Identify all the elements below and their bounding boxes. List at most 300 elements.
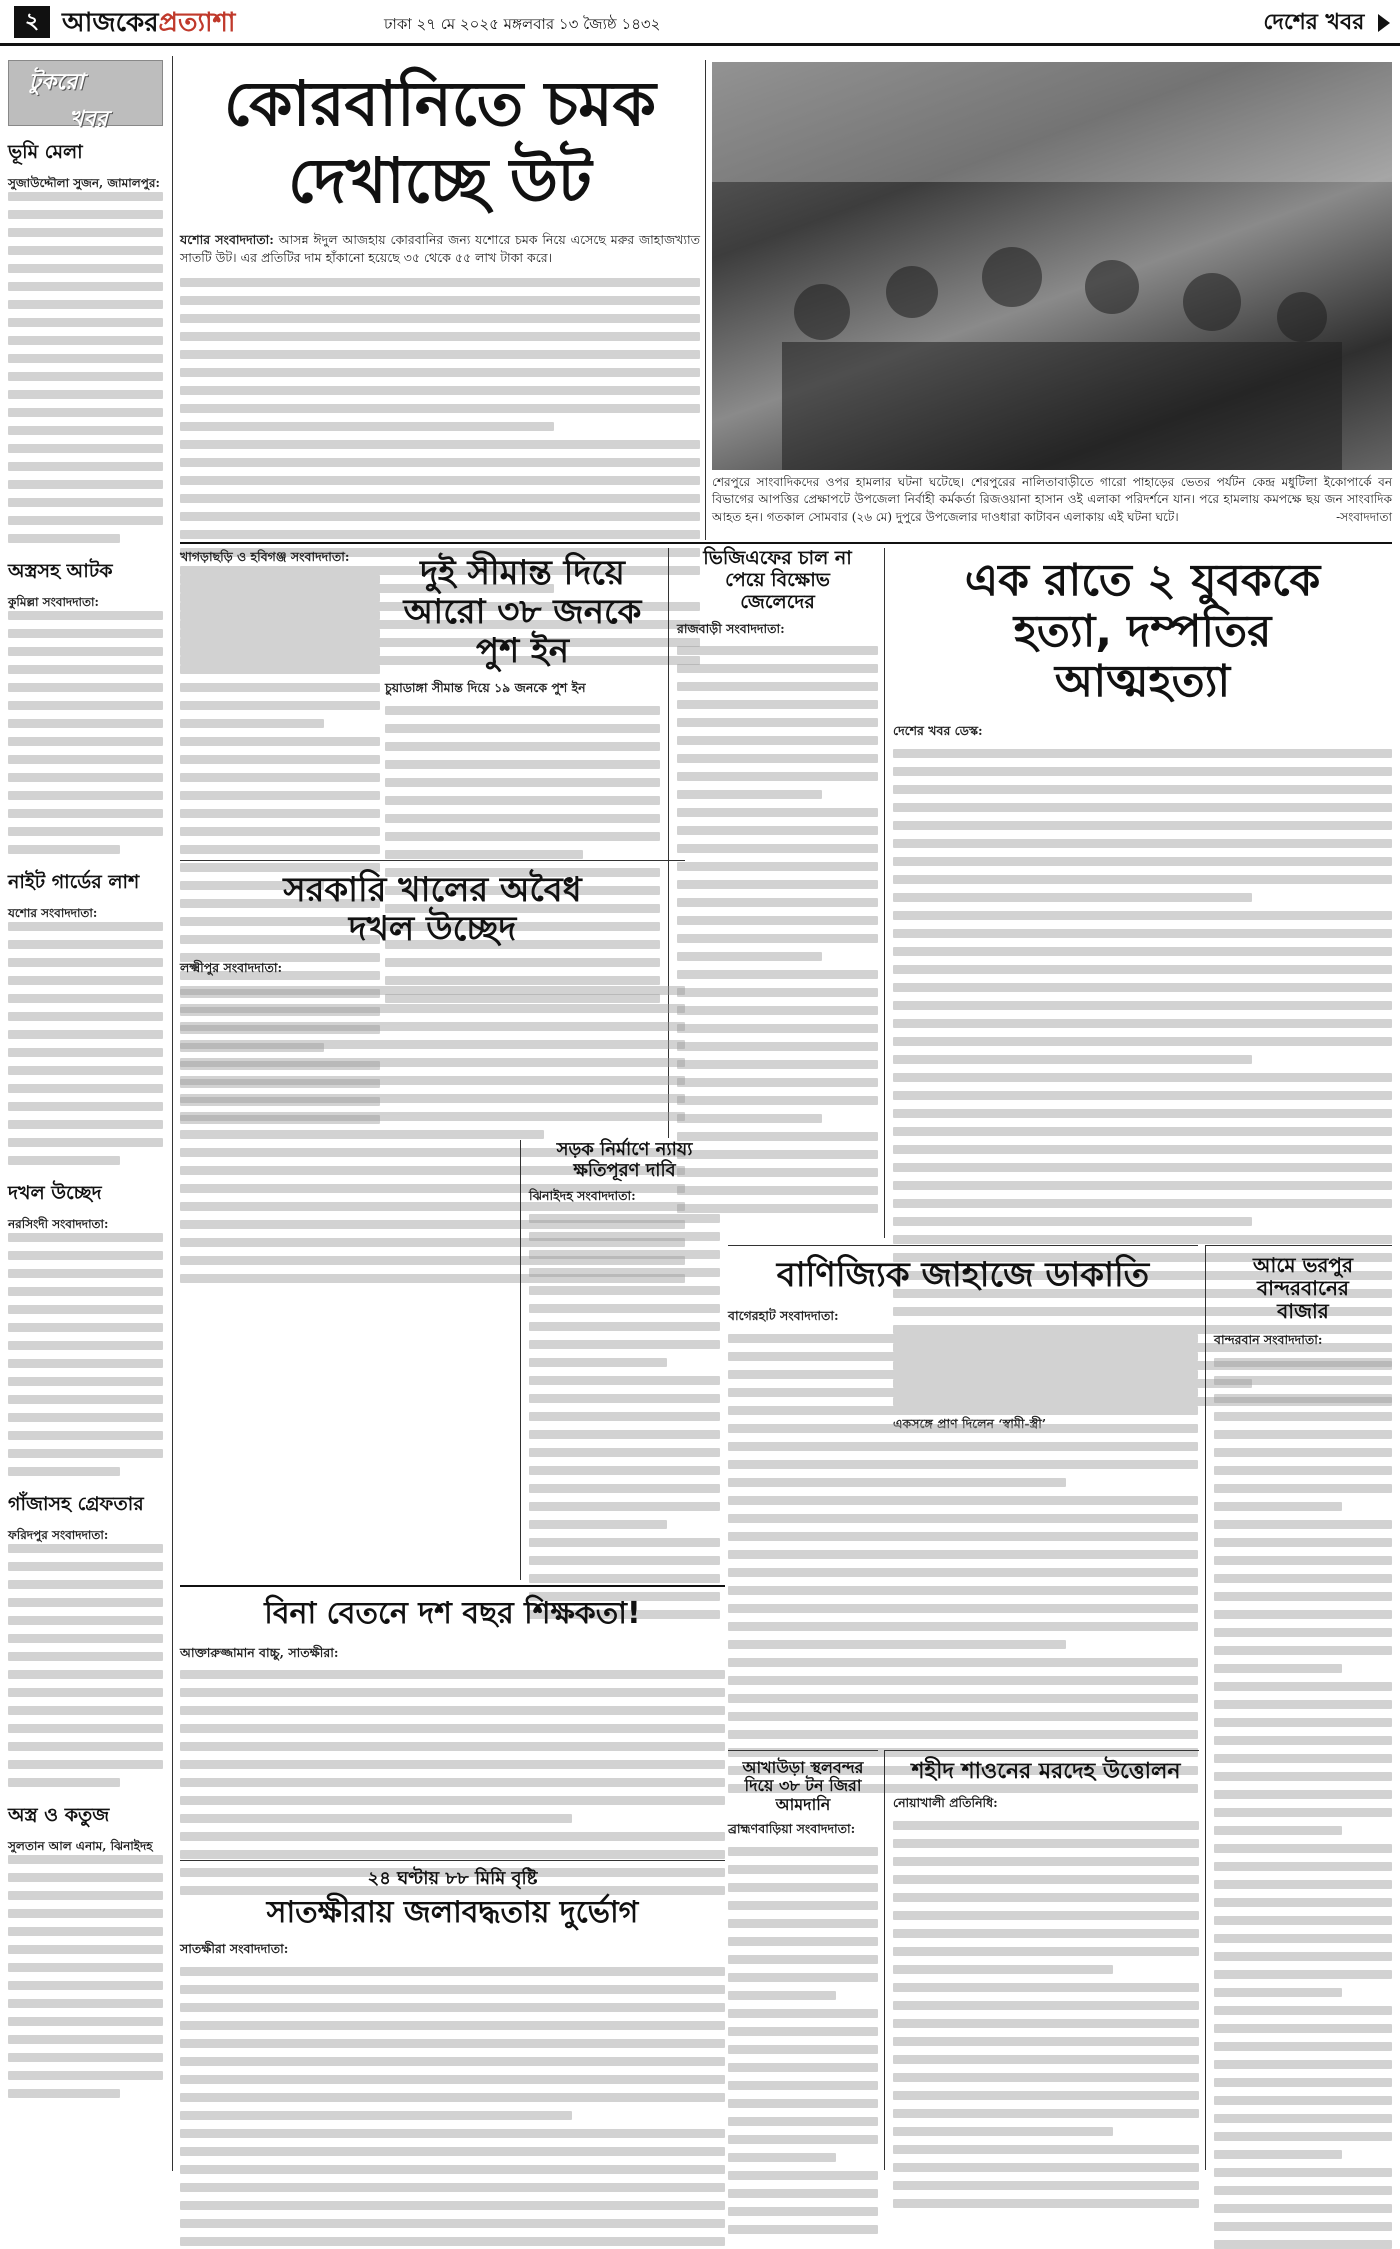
sidebar-item-title: গাঁজাসহ গ্রেফতার	[8, 1493, 144, 1515]
text-line	[180, 1796, 725, 1805]
text-line	[8, 1449, 163, 1458]
text-line	[8, 737, 163, 746]
text-line	[180, 1778, 725, 1787]
text-line	[529, 1556, 720, 1565]
text-line	[728, 2153, 836, 2162]
text-line	[728, 1370, 1198, 1379]
text-line	[8, 228, 163, 237]
text-line	[8, 2071, 163, 2080]
sidebar-item-byline: যশোর সংবাদদাতা:	[8, 906, 98, 920]
sidebar-list	[8, 132, 163, 2167]
text-line	[8, 246, 163, 255]
text-line	[893, 1947, 1199, 1956]
text-line	[529, 1232, 720, 1241]
fishermen-text-lines	[677, 646, 878, 1213]
text-line	[180, 314, 700, 323]
rain-byline: সাতক্ষীরা সংবাদদাতা:	[180, 1941, 289, 1957]
text-line	[677, 826, 878, 835]
text-line	[1214, 1736, 1392, 1745]
text-line	[893, 2145, 1199, 2154]
sidebar-item	[8, 138, 163, 543]
cumin-headline-line3: আমদানি	[775, 1794, 831, 1814]
murder-byline: দেশের খবর ডেস্ক:	[893, 722, 983, 738]
text-line	[180, 350, 700, 359]
text-line	[728, 1388, 1198, 1397]
text-line	[180, 494, 700, 503]
text-line	[728, 2063, 878, 2072]
sidebar	[8, 60, 168, 2170]
text-line	[8, 1981, 163, 1990]
text-line	[8, 192, 163, 201]
text-line	[1214, 1610, 1392, 1619]
text-line	[180, 386, 700, 395]
text-line	[728, 1532, 1198, 1541]
sidebar-item	[8, 1490, 163, 1787]
text-line	[893, 875, 1392, 884]
border-subhead: চুয়াডাঙ্গা সীমান্ত দিয়ে ১৯ জনকে পুশ ইন	[385, 680, 586, 696]
text-line	[8, 1012, 163, 1021]
text-line	[1214, 1898, 1392, 1907]
text-line	[8, 2089, 120, 2098]
text-line	[180, 458, 700, 467]
text-line	[677, 1006, 878, 1015]
text-line	[893, 1235, 1392, 1244]
text-line	[180, 1985, 725, 1994]
text-line	[180, 665, 380, 674]
text-line	[728, 2207, 878, 2216]
text-line	[8, 408, 163, 417]
text-line	[180, 1094, 685, 1103]
text-line	[385, 796, 660, 805]
sidebar-logo	[8, 60, 163, 132]
text-line	[8, 1066, 163, 1075]
text-line	[728, 2099, 878, 2108]
text-line	[529, 1358, 667, 1367]
text-line	[8, 1670, 163, 1679]
text-line	[180, 1724, 725, 1733]
text-line	[529, 1286, 720, 1295]
text-line	[8, 1742, 163, 1751]
text-line	[8, 1120, 163, 1129]
text-line	[385, 850, 583, 859]
text-line	[728, 1847, 878, 1856]
text-line	[1214, 2204, 1392, 2213]
text-line	[893, 893, 1252, 902]
text-line	[8, 462, 163, 471]
text-line	[529, 1394, 720, 1403]
text-line	[1214, 1754, 1392, 1763]
text-line	[1214, 2114, 1392, 2123]
rain-headline: সাতক্ষীরায় জলাবদ্ধতায় দুর্ভোগ	[266, 1894, 639, 1930]
text-line	[1214, 1952, 1392, 1961]
text-line	[728, 1406, 1198, 1415]
text-line	[728, 1550, 1198, 1559]
text-line	[180, 1850, 725, 1859]
cumin-story	[728, 1750, 878, 2170]
text-line	[677, 970, 878, 979]
text-line	[8, 1724, 163, 1733]
text-line	[677, 1114, 822, 1123]
ship-byline: বাগেরহাট সংবাদদাতা:	[728, 1308, 839, 1324]
masthead-bar	[0, 0, 1400, 46]
sidebar-logo-line2: খবর	[69, 107, 108, 132]
text-line	[893, 2037, 1199, 2046]
text-line	[728, 2081, 878, 2090]
text-line	[1214, 2168, 1392, 2177]
sidebar-item	[8, 557, 163, 854]
text-line	[8, 1562, 163, 1571]
text-line	[8, 1688, 163, 1697]
text-line	[385, 724, 660, 733]
text-line	[8, 1544, 163, 1553]
text-line	[8, 1395, 163, 1404]
text-line	[677, 1024, 878, 1033]
text-line	[1214, 1592, 1392, 1601]
text-line	[8, 318, 163, 327]
text-line	[728, 1883, 878, 1892]
sidebar-item-title: ভূমি মেলা	[8, 141, 83, 163]
text-line	[728, 2045, 878, 2054]
text-line	[893, 2055, 1199, 2064]
protest-photo	[712, 62, 1392, 470]
border-headline-line1: দুই সীমান্ত দিয়ে	[420, 553, 625, 593]
text-line	[8, 300, 163, 309]
text-line	[893, 2163, 1199, 2172]
text-line	[893, 857, 1392, 866]
fishermen-story	[668, 548, 878, 1138]
text-line	[893, 1839, 1199, 1848]
sidebar-item-byline: ফরিদপুর সংবাদদাতা:	[8, 1528, 109, 1542]
text-line	[893, 821, 1392, 830]
text-line	[1214, 1988, 1342, 1997]
text-line	[1214, 2222, 1392, 2231]
text-line	[385, 832, 660, 841]
text-line	[677, 880, 878, 889]
text-line	[180, 773, 380, 782]
text-line	[180, 1832, 725, 1841]
text-line	[1214, 1448, 1392, 1457]
road-headline-line2: ক্ষতিপূরণ দাবি	[573, 1159, 676, 1181]
cumin-headline-line1: আখাউড়া স্থলবন্দর	[742, 1758, 864, 1777]
text-line	[180, 278, 700, 287]
sidebar-item-byline: কুমিল্লা সংবাদদাতা:	[8, 595, 99, 609]
page-number: ২	[14, 6, 50, 38]
text-line	[8, 1580, 163, 1589]
text-line	[893, 2199, 1199, 2208]
text-line	[1214, 1880, 1392, 1889]
text-line	[8, 1030, 163, 1039]
text-line	[180, 2237, 725, 2246]
cumin-byline: ব্রাহ্মণবাড়িয়া সংবাদদাতা:	[728, 1821, 856, 1837]
rain-kicker: ২৪ ঘণ্টায় ৮৮ মিমি বৃষ্টি	[367, 1868, 538, 1889]
lead-headline-line1: কোরবানিতে চমক	[223, 67, 657, 140]
text-line	[180, 1688, 725, 1697]
text-line	[893, 1037, 1392, 1046]
text-line	[8, 827, 163, 836]
text-line	[180, 2219, 725, 2228]
rain-story	[180, 1860, 725, 2170]
border-story	[385, 548, 660, 868]
lead-byline: যশোর সংবাদদাতা:	[180, 231, 274, 247]
murder-subhead: একসঙ্গে প্রাণ দিলেন ‘স্বামী-স্ত্রী’	[893, 1415, 1047, 1431]
text-line	[8, 1634, 163, 1643]
text-line	[893, 1983, 1199, 1992]
text-line	[893, 1821, 1199, 1830]
text-line	[8, 1706, 163, 1715]
text-line	[728, 1694, 1198, 1703]
text-line	[180, 683, 380, 692]
text-line	[677, 1078, 878, 1087]
text-line	[1214, 1394, 1392, 1403]
text-line	[728, 1901, 878, 1910]
text-line	[728, 1640, 1066, 1649]
text-line	[893, 1091, 1392, 1100]
text-line	[893, 1163, 1392, 1172]
text-line	[8, 1377, 163, 1386]
text-line	[893, 947, 1392, 956]
text-line	[893, 1001, 1392, 1010]
cumin-text-lines	[728, 1847, 878, 2234]
text-line	[180, 611, 380, 620]
cumin-headline-line2: দিয়ে ৩৮ টন জিরা	[744, 1776, 862, 1796]
text-line	[677, 1060, 878, 1069]
text-line	[893, 2127, 1113, 2136]
text-line	[529, 1520, 667, 1529]
text-line	[8, 282, 163, 291]
text-line	[728, 1712, 1198, 1721]
lead-intro: আসন্ন ঈদুল আজহায় কোরবানির জন্য যশোরে চমক নিয়ে এসেছে মরুর জাহাজখ্যাত সাতটি উট। এর প্রতিটির দাম হাঁকানো হয়েছে ৩৫ থেকে ৫৫ লাখ টাকা করে।	[180, 231, 700, 266]
text-line	[180, 1706, 725, 1715]
text-line	[728, 1676, 1198, 1685]
canal-byline: লক্ষ্মীপুর সংবাদদাতা:	[180, 960, 283, 976]
martyr-text-lines	[893, 1821, 1199, 2208]
text-line	[893, 839, 1392, 848]
text-line	[1214, 1790, 1392, 1799]
text-line	[8, 665, 163, 674]
text-line	[180, 296, 700, 305]
text-line	[180, 422, 554, 431]
sidebar-item-title: দখল উচ্ছেদ	[8, 1182, 102, 1204]
text-line	[529, 1322, 720, 1331]
text-line	[1214, 1844, 1392, 1853]
text-line	[529, 1430, 720, 1439]
text-line	[728, 2225, 878, 2234]
text-line	[8, 1909, 163, 1918]
murder-headline-line1: এক রাতে ২ যুবককে	[964, 555, 1321, 606]
text-line	[893, 1857, 1199, 1866]
text-line	[1214, 1358, 1392, 1367]
text-line	[180, 2039, 725, 2048]
text-line	[180, 2165, 725, 2174]
text-line	[728, 1604, 1198, 1613]
road-headline-line1: সড়ক নির্মাণে ন্যায্য	[556, 1139, 693, 1160]
border-byline: খাগড়াছড়ি ও হবিগঞ্জ সংবাদদাতা:	[180, 549, 350, 564]
text-line	[893, 803, 1392, 812]
rain-text-lines	[180, 1967, 725, 2246]
text-line	[1214, 1574, 1392, 1583]
text-line	[1214, 1412, 1392, 1421]
top-row-divider	[180, 542, 1392, 544]
sidebar-item	[8, 1801, 163, 2098]
text-line	[180, 1760, 725, 1769]
text-line	[8, 372, 163, 381]
text-line	[8, 1233, 163, 1242]
text-line	[180, 575, 380, 584]
text-line	[728, 1496, 1198, 1505]
text-line	[1214, 1862, 1392, 1871]
text-line	[180, 845, 380, 854]
text-line	[8, 1305, 163, 1314]
text-line	[8, 611, 163, 620]
text-line	[1214, 2186, 1392, 2195]
text-line	[180, 476, 700, 485]
paper-logo	[62, 5, 322, 41]
text-line	[728, 2117, 878, 2126]
text-line	[529, 1250, 720, 1259]
text-line	[893, 983, 1392, 992]
text-line	[728, 1424, 1198, 1433]
text-line	[180, 1004, 685, 1013]
canal-headline-line2: দখল উচ্ছেদ	[348, 909, 517, 950]
text-line	[180, 2129, 725, 2138]
text-line	[529, 1304, 720, 1313]
text-line	[180, 827, 380, 836]
text-line	[1214, 1430, 1392, 1439]
text-line	[728, 2171, 878, 2180]
martyr-byline: নোয়াখালী প্রতিনিধি:	[893, 1795, 998, 1811]
text-line	[8, 1341, 163, 1350]
text-line	[893, 767, 1392, 776]
text-line	[1214, 2240, 1392, 2249]
dateline: ঢাকা ২৭ মে ২০২৫ মঙ্গলবার ১৩ জ্যৈষ্ঠ ১৪৩২	[384, 15, 661, 33]
text-line	[180, 1058, 685, 1067]
text-line	[180, 809, 380, 818]
text-line	[1214, 1538, 1392, 1547]
text-line	[1214, 1700, 1392, 1709]
text-line	[893, 1181, 1392, 1190]
text-line	[180, 701, 380, 710]
text-line	[8, 845, 120, 854]
text-line	[8, 1652, 163, 1661]
text-line	[677, 682, 878, 691]
text-line	[8, 791, 163, 800]
text-line	[8, 390, 163, 399]
text-line	[180, 1814, 572, 1823]
lead-story-body	[180, 231, 700, 269]
ship-story	[728, 1245, 1198, 1745]
sidebar-item-title: অস্ত্রসহ আটক	[8, 560, 113, 582]
text-line	[529, 1268, 720, 1277]
text-line	[893, 911, 1392, 920]
text-line	[893, 1145, 1392, 1154]
text-line	[8, 755, 163, 764]
text-line	[8, 1873, 163, 1882]
text-line	[529, 1214, 720, 1223]
text-line	[385, 760, 660, 769]
text-line	[893, 2181, 1199, 2190]
text-line	[8, 1927, 163, 1936]
mango-byline: বান্দরবান সংবাদদাতা:	[1214, 1332, 1323, 1347]
border-headline-line3: পুশ ইন	[475, 631, 569, 672]
text-line	[1214, 1520, 1392, 1529]
text-line	[529, 1448, 720, 1457]
text-line	[8, 1269, 163, 1278]
text-line	[677, 1096, 878, 1105]
text-line	[8, 629, 163, 638]
text-line	[180, 368, 700, 377]
lead-headline-line2: দেখাচ্ছে উট	[288, 144, 592, 218]
text-line	[1214, 2132, 1392, 2141]
text-line	[8, 1467, 120, 1476]
text-line	[180, 2111, 572, 2120]
text-line	[180, 2201, 725, 2210]
text-line	[8, 354, 163, 363]
text-line	[893, 929, 1392, 938]
text-line	[385, 778, 660, 787]
text-line	[893, 785, 1392, 794]
text-line	[529, 1412, 720, 1421]
text-line	[8, 1945, 163, 1954]
text-line	[8, 1891, 163, 1900]
text-line	[677, 700, 878, 709]
text-line	[893, 1893, 1199, 1902]
text-line	[1214, 1466, 1392, 1475]
text-line	[180, 593, 380, 602]
section-arrow-icon	[1378, 14, 1390, 32]
text-line	[180, 2183, 725, 2192]
text-line	[8, 2053, 163, 2062]
ship-headline: বাণিজ্যিক জাহাজে ডাকাতি	[776, 1255, 1150, 1295]
text-line	[893, 1965, 1113, 1974]
text-line	[677, 898, 878, 907]
text-line	[180, 1112, 685, 1121]
text-line	[728, 1937, 878, 1946]
text-line	[8, 210, 163, 219]
text-line	[180, 2147, 725, 2156]
sidebar-item	[8, 1179, 163, 1476]
road-byline: ঝিনাইদহ সংবাদদাতা:	[529, 1188, 636, 1204]
text-line	[180, 2021, 725, 2030]
text-line	[180, 1130, 544, 1139]
text-line	[8, 809, 163, 818]
mango-headline-line1: আমে ভরপুর	[1253, 1253, 1353, 1277]
text-line	[728, 1919, 878, 1928]
text-line	[728, 2135, 878, 2144]
text-line	[529, 1502, 720, 1511]
text-line	[180, 2075, 725, 2084]
text-line	[893, 1875, 1199, 1884]
text-line	[8, 701, 163, 710]
text-line	[1214, 1808, 1392, 1817]
text-line	[677, 916, 878, 925]
text-line	[180, 986, 685, 995]
text-line	[893, 749, 1392, 758]
text-line	[893, 965, 1392, 974]
text-line	[1214, 1502, 1342, 1511]
teacher-story	[180, 1585, 725, 1855]
text-line	[180, 737, 380, 746]
text-line	[1214, 1664, 1342, 1673]
text-line	[893, 1073, 1392, 1082]
text-line	[1214, 2024, 1392, 2033]
border-headline-line2: আরো ৩৮ জনকে	[403, 592, 642, 633]
text-line	[1214, 1556, 1392, 1565]
text-line	[529, 1538, 720, 1547]
text-line	[8, 1598, 163, 1607]
text-line	[8, 1156, 120, 1165]
text-line	[677, 952, 822, 961]
sidebar-item	[8, 868, 163, 1165]
